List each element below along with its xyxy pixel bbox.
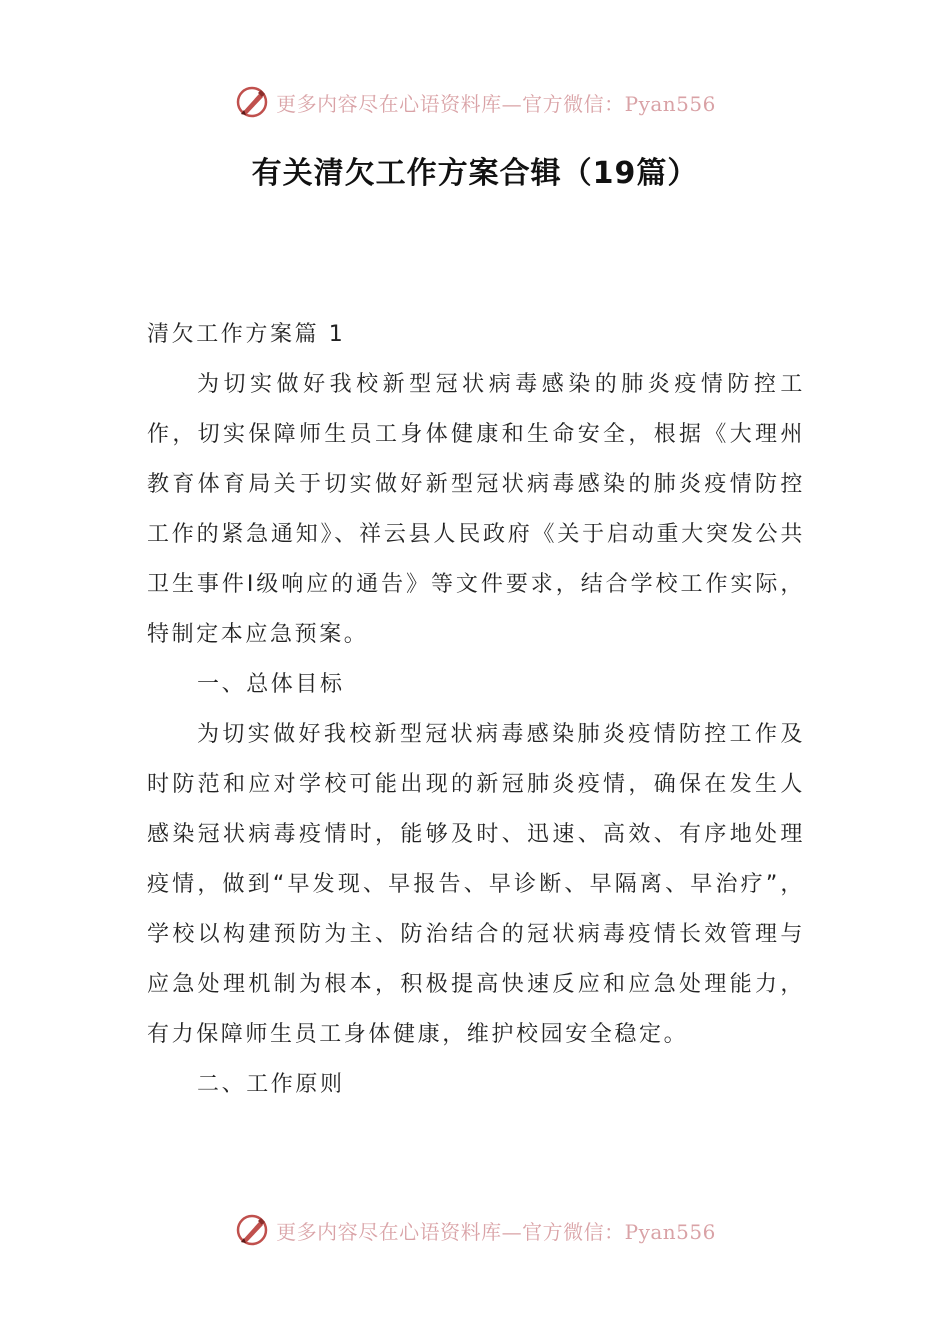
watermark-text: 更多内容尽在心语资料库—官方微信：Pyan556 — [276, 1219, 716, 1244]
body-paragraph: 为切实做好我校新型冠状病毒感染的肺炎疫情防控工作，切实保障师生员工身体健康和生命安全，根据《大理州教育体育局关于切实做好新型冠状病毒感染的肺炎疫情防控工作的紧急通知》、祥云县人民政府《关于启动重大突发公共卫生事件Ⅰ级响应的通告》等文件要求，结合学校工作实际，特制定本应急预案。 — [147, 372, 805, 647]
pen-logo-icon — [234, 84, 270, 120]
watermark-text: 更多内容尽在心语资料库—官方微信：Pyan556 — [276, 91, 716, 116]
body-paragraph: 为切实做好我校新型冠状病毒感染肺炎疫情防控工作及时防范和应对学校可能出现的新冠肺炎疫情，确保在发生人感染冠状病毒疫情时，能够及时、迅速、高效、有序地处理疫情，做到“早发现、早报告、早诊断、早隔离、早治疗”，学校以构建预防为主、防治结合的冠状病毒疫情长效管理与应急处理机制为根本，积极提高快速反应和应急处理能力，有力保障师生员工身体健康，维护校园安全稳定。 — [147, 722, 805, 1047]
header-watermark — [0, 82, 950, 122]
document-body — [147, 310, 805, 1110]
section-heading: 二、工作原则 — [197, 1072, 345, 1097]
document-title: 有关清欠工作方案合辑（19篇） — [251, 156, 699, 191]
section-title: 清欠工作方案篇 1 — [147, 322, 346, 347]
pen-logo-icon — [234, 1212, 270, 1248]
footer-watermark — [0, 1210, 950, 1250]
section-heading: 一、总体目标 — [197, 672, 345, 697]
